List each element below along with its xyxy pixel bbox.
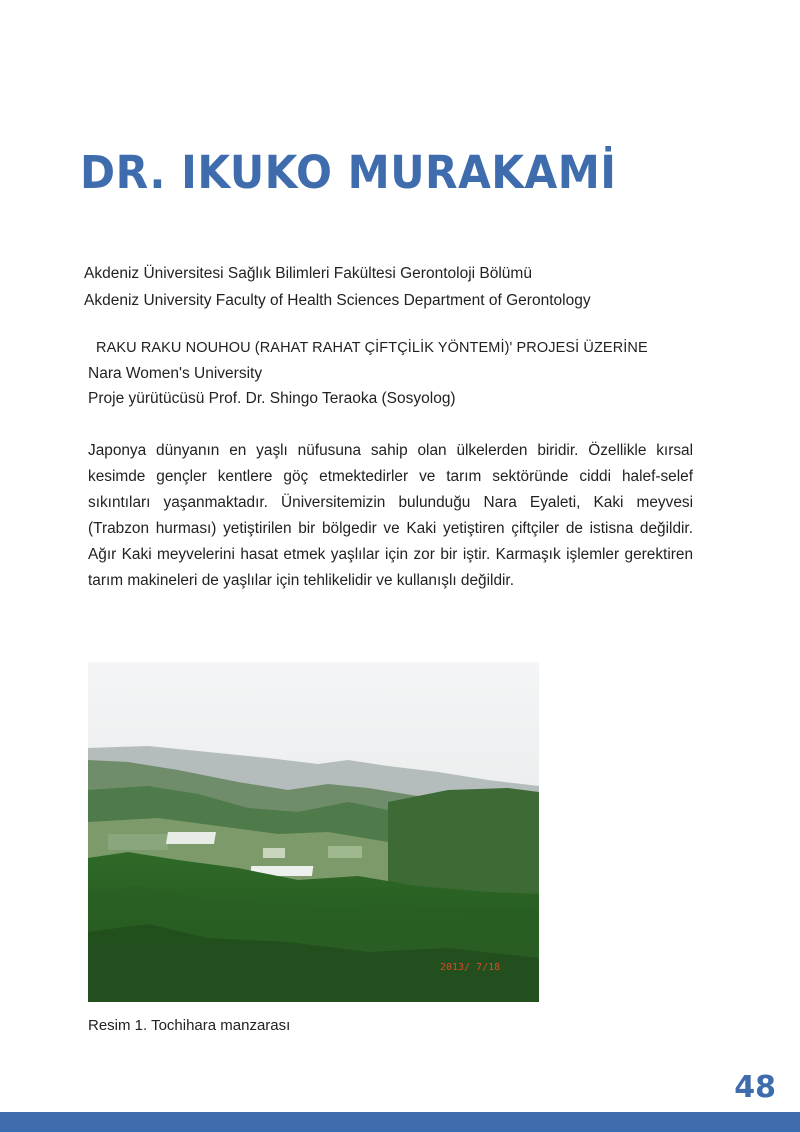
- author-name-title: DR. IKUKO MURAKAMİ: [80, 146, 617, 199]
- project-leader: Proje yürütücüsü Prof. Dr. Shingo Teraoka (Sosyolog): [88, 390, 456, 407]
- photo-date-stamp: 2013/ 7/18: [440, 962, 501, 973]
- affiliation-turkish: Akdeniz Üniversitesi Sağlık Bilimleri Fakültesi Gerontoloji Bölümü: [84, 265, 532, 282]
- figure-caption: Resim 1. Tochihara manzarası: [88, 1017, 291, 1034]
- project-block: [88, 336, 648, 411]
- footer-accent-bar: [0, 1112, 800, 1132]
- project-title: RAKU RAKU NOUHOU (RAHAT RAHAT ÇİFTÇİLİK YÖNTEMİ)' PROJESİ ÜZERİNE: [96, 340, 648, 356]
- landscape-photo: [88, 662, 539, 1002]
- affiliation-english: Akdeniz University Faculty of Health Sciences Department of Gerontology: [84, 292, 591, 309]
- page-number: 48: [734, 1070, 776, 1105]
- body-paragraph: Japonya dünyanın en yaşlı nüfusuna sahip olan ülkelerden biridir. Özellikle kırsal kesimde gençler kentlere göç etmektedirler ve tarım sektöründe ciddi halef-selef sıkıntıları yaşanmaktadır. Üniversitemizin bulunduğu Nara Eyaleti, Kaki meyvesi (Trabzon hurması) yetiştirilen bir bölgedir ve Kaki yetiştiren çiftçiler de istisna değildir. Ağır Kaki meyvelerini hasat etmek yaşlılar için zor bir iştir. Karmaşık işlemler gerektiren tarım makineleri de yaşlılar için tehlikelidir ve kullanışlı değildir.: [88, 442, 693, 589]
- affiliation-block: [84, 260, 591, 314]
- project-university: Nara Women's University: [88, 365, 263, 382]
